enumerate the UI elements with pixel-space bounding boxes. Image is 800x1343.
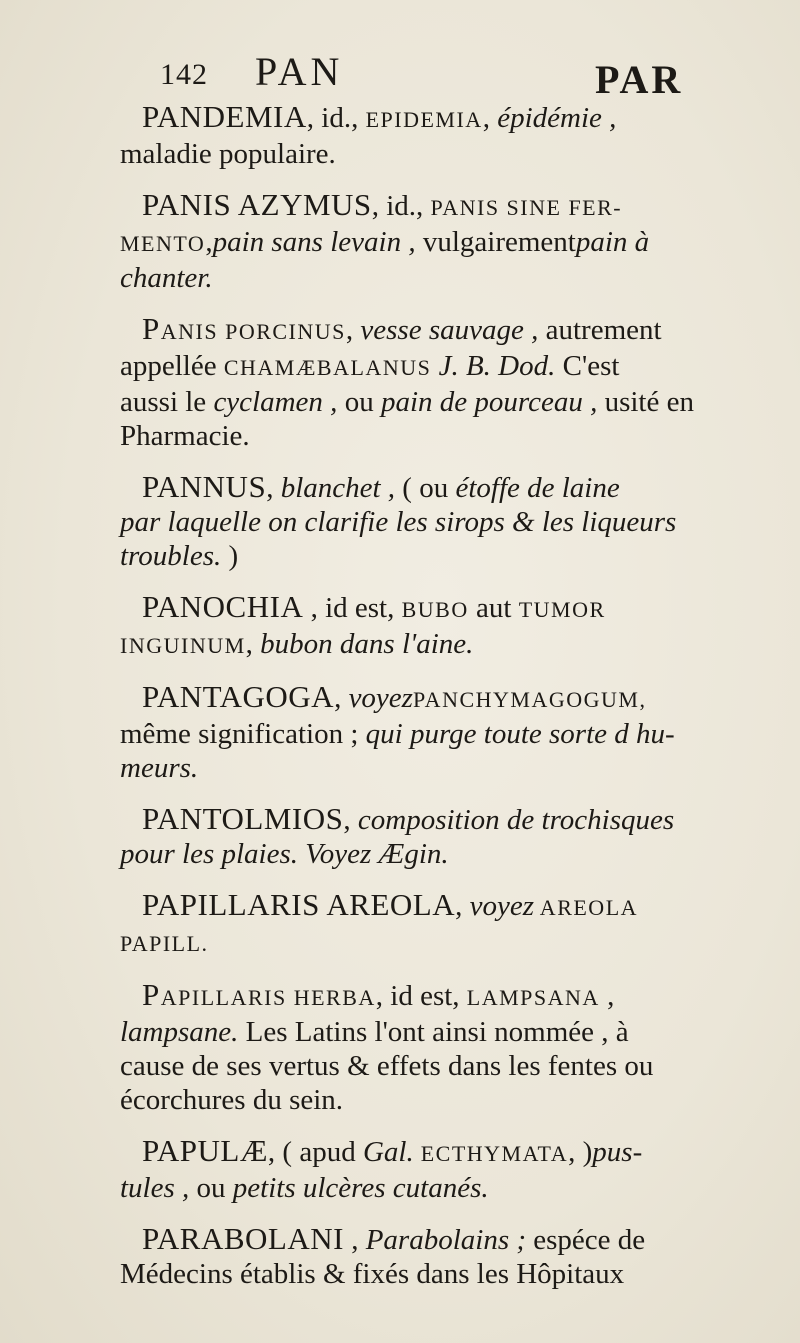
translation: pain à xyxy=(575,226,650,258)
entry-line xyxy=(120,627,760,663)
translation: chanter. xyxy=(120,262,213,294)
translation: pain de pourceau , xyxy=(380,386,598,418)
entry-line xyxy=(120,188,760,225)
entry-text: ou xyxy=(189,1172,233,1204)
entry-line xyxy=(120,751,760,785)
entry-text: , xyxy=(205,226,213,258)
entry-line xyxy=(120,925,760,961)
translation: qui purge toute sorte d hu- xyxy=(365,718,675,750)
entry-text: , ( apud xyxy=(267,1136,363,1168)
source-citation: Gal. xyxy=(362,1136,414,1168)
page-header xyxy=(160,48,760,100)
entry-line: Pharmacie. xyxy=(120,420,250,452)
entry-text: , ) xyxy=(568,1136,593,1168)
entry-pantolmios xyxy=(120,802,760,871)
translation: pour les plaies. Voyez Ægin. xyxy=(120,838,449,870)
cross-reference: ECTHYMATA xyxy=(413,1141,569,1166)
cross-reference: EPIDEMIA xyxy=(365,107,483,132)
entry-text: , xyxy=(334,682,349,714)
entry-text: , xyxy=(343,1224,366,1256)
entry-text: vulgairement xyxy=(415,226,576,258)
entry-text: appellée xyxy=(120,350,224,382)
entry-text: espéce de xyxy=(526,1224,646,1256)
entry-text: autrement xyxy=(538,314,662,346)
entry-text: , id est, xyxy=(303,592,402,624)
entry-line xyxy=(120,590,760,627)
cross-reference: INGUINUM xyxy=(120,633,246,658)
entry-line xyxy=(120,717,760,751)
entry-parabolani xyxy=(120,1222,760,1291)
translation: pain sans levain , xyxy=(212,226,416,258)
see-also: voyez xyxy=(348,682,413,714)
entry-line xyxy=(120,261,760,295)
entry-line xyxy=(120,385,760,419)
entry-text: , xyxy=(482,102,498,134)
entry-text: , id., xyxy=(306,102,366,134)
entry-line xyxy=(120,505,760,539)
source-citation: J. B. Dod. xyxy=(431,350,556,382)
headword: PARABOLANI xyxy=(142,1221,344,1256)
dictionary-text xyxy=(120,100,760,1308)
entry-text: , id., xyxy=(371,190,431,222)
headword: PAPULÆ xyxy=(142,1133,268,1168)
entry-line xyxy=(120,1134,760,1171)
entry-text: même signification ; xyxy=(120,718,366,750)
entry-papillaris-herba xyxy=(120,978,760,1117)
entry-line: cause de ses vertus & effets dans les fentes ou xyxy=(120,1050,654,1082)
entry-line xyxy=(120,1222,760,1257)
translation: lampsane. xyxy=(120,1016,239,1048)
headword: PANOCHIA xyxy=(142,589,304,624)
headword: PANTOLMIOS xyxy=(142,801,344,836)
translation: troubles. xyxy=(120,540,222,572)
entry-text: , id est, xyxy=(375,980,467,1012)
entry-text: ou xyxy=(337,386,381,418)
translation: pus- xyxy=(592,1136,643,1168)
entry-line xyxy=(120,1015,760,1049)
cross-reference: TUMOR xyxy=(518,597,606,622)
entry-line xyxy=(120,349,760,385)
entry-line xyxy=(120,837,760,871)
entry-line: écorchures du sein. xyxy=(120,1084,344,1116)
translation: par laquelle on clarifie les sirops & les liqueurs xyxy=(120,506,677,538)
cross-reference: MENTO xyxy=(120,231,206,256)
entry-line xyxy=(120,539,760,573)
headword-initial: P xyxy=(142,311,161,346)
entry-text: C'est xyxy=(555,350,620,382)
entry-text: Les Latins l'ont ainsi nommée , à xyxy=(238,1016,629,1048)
entry-panochia xyxy=(120,590,760,663)
entry-text: aut xyxy=(468,592,519,624)
entry-line xyxy=(120,312,760,349)
entry-line xyxy=(120,978,760,1015)
headword-initial: P xyxy=(142,977,161,1012)
running-head-right: PAR xyxy=(595,57,684,102)
entry-text: , xyxy=(345,314,361,346)
translation: Parabolains ; xyxy=(365,1224,527,1256)
cross-reference: PAPILL. xyxy=(120,931,209,956)
entry-line: Médecins établis & fixés dans les Hôpitaux xyxy=(120,1258,625,1290)
headword: PANIS AZYMUS xyxy=(142,187,372,222)
entry-text: , xyxy=(343,804,358,836)
entry-line: maladie populaire. xyxy=(120,138,336,170)
cross-reference: BUBO xyxy=(401,597,469,622)
entry-text: ) xyxy=(221,540,239,572)
translation: meurs. xyxy=(120,752,199,784)
entry-text: , xyxy=(455,890,470,922)
entry-text: ( ou xyxy=(395,472,456,504)
entry-pandemia xyxy=(120,100,760,171)
entry-pannus xyxy=(120,470,760,573)
entry-pantagoga xyxy=(120,680,760,785)
translation: vesse sauvage , xyxy=(360,314,539,346)
entry-line xyxy=(120,680,760,717)
cross-reference: CHAMÆBALANUS xyxy=(223,355,432,380)
translation: épidémie , xyxy=(497,102,617,134)
translation: bubon dans l'aine. xyxy=(260,628,474,660)
headword: PAPILLARIS AREOLA xyxy=(142,887,456,922)
headword: PANTAGOGA xyxy=(142,679,335,714)
running-head-left: PAN xyxy=(255,49,344,94)
translation: étoffe de laine xyxy=(455,472,620,504)
translation: petits ulcères cutanés. xyxy=(232,1172,489,1204)
entry-text: , xyxy=(599,980,615,1012)
entry-panis-porcinus xyxy=(120,312,760,453)
entry-text: usité en xyxy=(597,386,694,418)
entry-line xyxy=(120,225,760,261)
cross-reference: PANIS SINE FER- xyxy=(430,195,623,220)
entry-line xyxy=(120,100,760,137)
headword: PANDEMIA xyxy=(142,99,307,134)
headword: PANNUS xyxy=(142,469,267,504)
page-number: 142 xyxy=(160,58,208,91)
entry-line xyxy=(120,888,760,925)
cross-reference: LAMPSANA xyxy=(466,985,600,1010)
headword: ANIS PORCINUS xyxy=(160,319,346,344)
see-also: voyez xyxy=(469,890,535,922)
entry-panis-azymus xyxy=(120,188,760,295)
translation: composition de trochisques xyxy=(357,804,675,836)
translation: cyclamen , xyxy=(213,386,338,418)
entry-papulae xyxy=(120,1134,760,1205)
entry-line xyxy=(120,470,760,505)
translation: blanchet , xyxy=(280,472,396,504)
entry-line xyxy=(120,1171,760,1205)
entry-text: , xyxy=(266,472,281,504)
cross-reference: AREOLA xyxy=(534,895,639,920)
cross-reference: PANCHYMAGOGUM, xyxy=(412,687,647,712)
entry-line xyxy=(120,802,760,837)
entry-text: aussi le xyxy=(120,386,214,418)
headword: APILLARIS HERBA xyxy=(160,985,376,1010)
entry-text: , xyxy=(245,628,261,660)
entry-papillaris-areola xyxy=(120,888,760,961)
translation: tules , xyxy=(120,1172,190,1204)
